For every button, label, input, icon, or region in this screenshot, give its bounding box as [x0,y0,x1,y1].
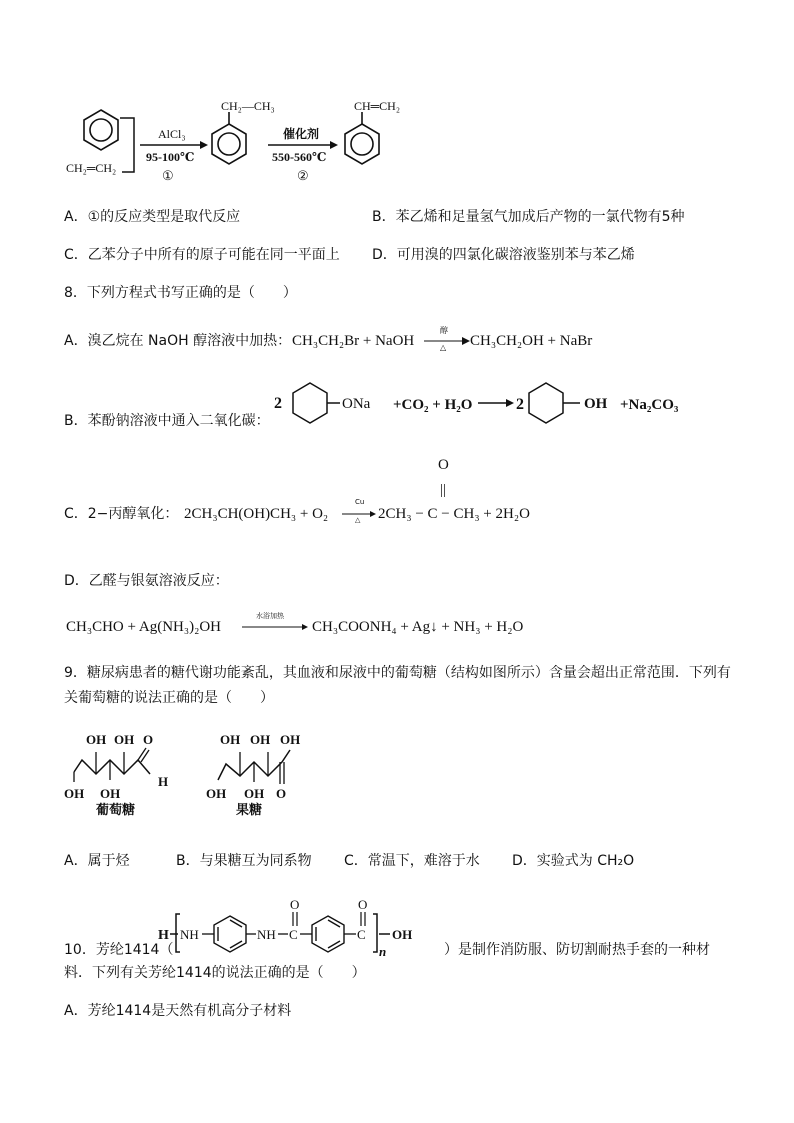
ethylbenzene-ring [212,112,246,164]
aramid-o-1: O [290,897,300,912]
q8-c-condition: Cu [355,498,365,506]
aramid-nh-2: NH [257,927,276,942]
q8-b-right: +Na₂CO₃ [620,397,679,413]
q9-option-c[interactable]: C．常温下，难溶于水 [344,853,480,869]
q8-c-right: 2CH₃ − C − CH₃ + 2H₂O [378,506,530,522]
glucose-oh-1: OH [86,732,107,747]
q8-b-coef1: 2 [274,395,282,412]
glucose-label: 葡萄糖 [96,803,136,818]
glucose-oh-2: OH [114,732,135,747]
glucose-oh-4: OH [100,786,121,801]
benzene-ring-1 [84,110,118,150]
q8-option-a-label[interactable]: A．溴乙烷在 NaOH 醇溶液中加热： [64,333,292,349]
q8-d-right: CH₃COONH₄ + Ag↓ + NH₃ + H₂O [312,619,524,635]
q8-c-condition-heat: △ [355,516,361,524]
fructose-oh-4: OH [206,786,227,801]
q8-b-coef2: 2 [516,396,524,413]
fructose-oh-3: OH [280,732,301,747]
temperature-2: 550-560℃ [272,150,327,164]
q7-option-a[interactable]: A．①的反应类型是取代反应 [64,209,241,225]
fructose-label: 果糖 [236,803,263,818]
glucose-structure [64,732,168,801]
phenol-ring [529,383,580,423]
q8-c-left: 2CH₃CH(OH)CH₃ + O₂ [184,506,329,522]
q8-b-mid: +CO₂ + H₂O [393,397,473,413]
fructose-oh-5: OH [244,786,265,801]
vinyl-group: CH═CH₂ [354,99,401,113]
q8-option-c-label[interactable]: C．2−丙醇氧化： [64,506,179,522]
q10-option-a[interactable]: A．芳纶1414是天然有机高分子材料 [64,1003,292,1019]
q10-number: 10．芳纶1414（ [64,942,174,958]
q7-option-c[interactable]: C．乙苯分子中所有的原子可能在同一平面上 [64,247,340,263]
glucose-oh-3: OH [64,786,85,801]
fructose-structure [206,732,300,801]
step-2-label: ② [297,168,309,183]
q8-stem: 8．下列方程式书写正确的是（ ） [64,285,297,301]
ethylene-formula: CH₂═CH₂ [66,161,117,175]
q8-b-oh: OH [584,396,608,412]
q7-option-b[interactable]: B．苯乙烯和足量氢气加成后产物的一氯代物有5种 [372,209,685,225]
aramid-n: n [379,944,387,959]
q9-option-a[interactable]: A．属于烃 [64,853,130,869]
aramid-oh: OH [392,927,413,942]
sugar-structures [0,730,794,820]
glucose-o: O [143,732,154,747]
reactant-bracket [120,118,134,172]
q8-d-condition: 水浴加热 [256,612,284,620]
ethyl-group: CH₂—CH₃ [221,99,275,113]
aramid-c-2: C [357,927,366,942]
styrene-ring [345,112,379,164]
catalyst-2: 催化剂 [283,127,320,141]
fructose-o: O [276,786,287,801]
q8-b-equation [268,380,728,430]
q9-option-b[interactable]: B．与果糖互为同系物 [176,853,312,869]
phenoxide-ring [293,383,340,423]
step-1-label: ① [162,168,174,183]
q8-a-right: CH₃CH₂OH + NaBr [470,333,593,349]
q7-option-d[interactable]: D．可用溴的四氯化碳溶液鉴别苯与苯乙烯 [372,247,635,263]
q8-option-d-label[interactable]: D．乙醛与银氨溶液反应： [64,573,229,589]
q8-c-carbonyl-o: O [438,457,449,473]
q8-a-left: CH₃CH₂Br + NaOH [292,333,415,349]
aramid-c-1: C [289,927,298,942]
aramid-h: H [158,928,169,943]
temperature-1: 95-100℃ [146,150,195,164]
q8-a-condition: 醇 [440,326,448,335]
aramid-nh-1: NH [180,927,199,942]
q9-stem-line1: 9．糖尿病患者的糖代谢功能紊乱，其血液和尿液中的葡萄糖（结构如图所示）含量会超出正常范围．下列有 [64,665,731,681]
aramid-o-2: O [358,897,368,912]
aramid-ring-2 [312,916,344,952]
q10-stem-line1-tail: ）是制作消防服、防切割耐热手套的一种材 [444,942,710,958]
q8-option-b-label[interactable]: B．苯酚钠溶液中通入二氧化碳： [64,413,270,429]
q8-d-left: CH₃CHO + Ag(NH₃)₂OH [66,619,221,635]
fructose-oh-1: OH [220,732,241,747]
q8-b-ona: ONa [342,396,371,412]
fructose-oh-2: OH [250,732,271,747]
q8-c-double-bond: || [440,482,447,498]
q9-option-d[interactable]: D．实验式为 CH₂O [512,853,635,869]
reaction-scheme [0,0,794,190]
glucose-h: H [158,774,169,789]
q9-stem-line2: 关葡萄糖的说法正确的是（ ） [64,690,274,706]
q8-a-condition-heat: △ [440,343,447,352]
aramid-ring-1 [214,916,246,952]
catalyst-1: AlCl₃ [158,127,186,141]
q10-stem-line2: 料．下列有关芳纶1414的说法正确的是（ ） [64,965,366,981]
